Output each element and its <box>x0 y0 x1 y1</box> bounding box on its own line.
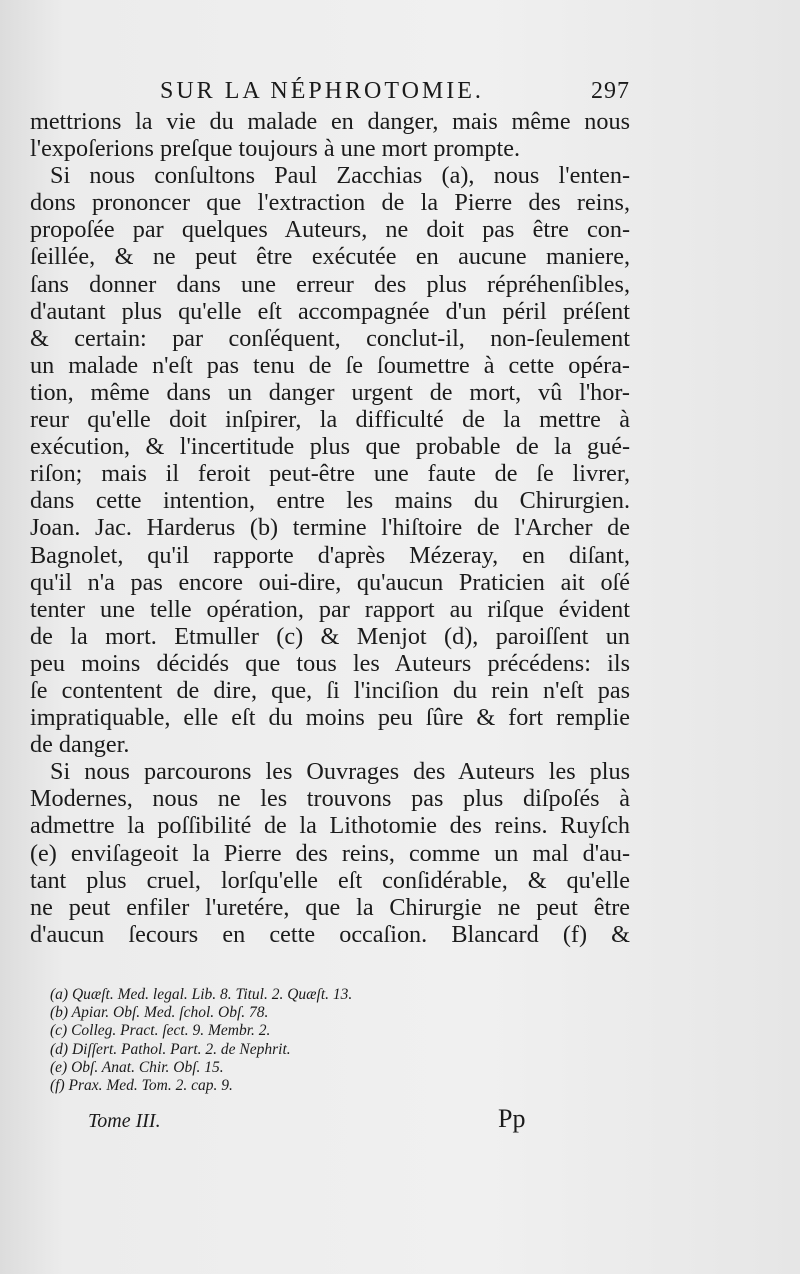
text-line: reur qu'elle doit inſpirer, la difficulté de la mettre à <box>30 406 630 434</box>
footnote: (c) Colleg. Pract. ſect. 9. Membr. 2. <box>50 1022 271 1040</box>
footnote: (b) Apiar. Obſ. Med. ſchol. Obſ. 78. <box>50 1004 269 1022</box>
tome-label: Tome III. <box>88 1110 161 1132</box>
text-line: tion, même dans un danger urgent de mort, vû l'hor- <box>30 378 630 406</box>
signature-mark: Pp <box>498 1104 526 1133</box>
text-line: d'autant plus qu'elle eſt accompagnée d'un péril préſent <box>30 297 630 325</box>
text-line: de la mort. Etmuller (c) & Menjot (d), paroiſſent un <box>30 622 630 650</box>
text-line: ne peut enfiler l'uretére, que la Chirurgie ne peut être <box>30 893 630 921</box>
page-number: 297 <box>591 78 630 104</box>
text-line: tenter une telle opération, par rapport au riſque évident <box>30 595 630 623</box>
text-line: tant plus cruel, lorſqu'elle eſt conſidérable, & qu'elle <box>30 866 630 894</box>
text-line: Bagnolet, qu'il rapporte d'après Mézeray, en diſant, <box>30 541 630 569</box>
footnote: (d) Diſſert. Pathol. Part. 2. de Nephrit. <box>50 1040 291 1058</box>
text-line: exécution, & l'incertitude plus que probable de la gué- <box>30 433 630 461</box>
text-line: dans cette intention, entre les mains du Chirurgien. <box>30 487 630 515</box>
footnote: (e) Obſ. Anat. Chir. Obſ. 15. <box>50 1058 224 1076</box>
text-line: d'aucun ſecours en cette occaſion. Blancard (f) & <box>30 920 630 948</box>
text-line: Joan. Jac. Harderus (b) termine l'hiſtoire de l'Archer de <box>30 514 630 542</box>
text-line: un malade n'eſt pas tenu de ſe ſoumettre à cette opéra- <box>30 351 630 379</box>
running-title: SUR LA NÉPHROTOMIE. <box>160 78 484 104</box>
text-line: ſans donner dans une erreur des plus répréhenſibles, <box>30 270 630 298</box>
text-line: peu moins décidés que tous les Auteurs précédens: ils <box>30 649 630 677</box>
text-line: Modernes, nous ne les trouvons pas plus diſpoſés à <box>30 785 630 813</box>
text-line: (e) enviſageoit la Pierre des reins, comme un mal d'au- <box>30 839 630 867</box>
body-text <box>30 108 630 948</box>
footnote: (a) Quæſt. Med. legal. Lib. 8. Titul. 2. Quæſt. 13. <box>50 986 353 1003</box>
text-line: Si nous conſultons Paul Zacchias (a), nous l'enten- <box>50 162 630 190</box>
text-line: de danger. <box>30 731 130 759</box>
text-line: mettrions la vie du malade en danger, mais même nous <box>30 108 630 135</box>
footnote: (f) Prax. Med. Tom. 2. cap. 9. <box>50 1077 233 1095</box>
text-line: dons prononcer que l'extraction de la Pierre des reins, <box>30 189 630 217</box>
text-line: riſon; mais il feroit peut-être une faute de ſe livrer, <box>30 460 630 488</box>
text-line: impratiquable, elle eſt du moins peu ſûre & fort remplie <box>30 704 630 732</box>
text-line: propoſée par quelques Auteurs, ne doit pas être con- <box>30 216 630 244</box>
text-line: qu'il n'a pas encore oui-dire, qu'aucun Praticien ait oſé <box>30 568 630 596</box>
text-line: ſe contentent de dire, que, ſi l'inciſion du rein n'eſt pas <box>30 676 630 704</box>
footnotes <box>50 986 610 1095</box>
text-line: Si nous parcourons les Ouvrages des Auteurs les plus <box>50 758 630 786</box>
text-line: l'expoſerions preſque toujours à une mort prompte. <box>30 135 521 163</box>
running-head <box>160 78 630 108</box>
text-line: ſeillée, & ne peut être exécutée en aucune maniere, <box>30 243 630 271</box>
text-line: admettre la poſſibilité de la Lithotomie des reins. Ruyſch <box>30 812 630 840</box>
text-line: & certain: par conſéquent, conclut-il, non-ſeulement <box>30 324 630 352</box>
